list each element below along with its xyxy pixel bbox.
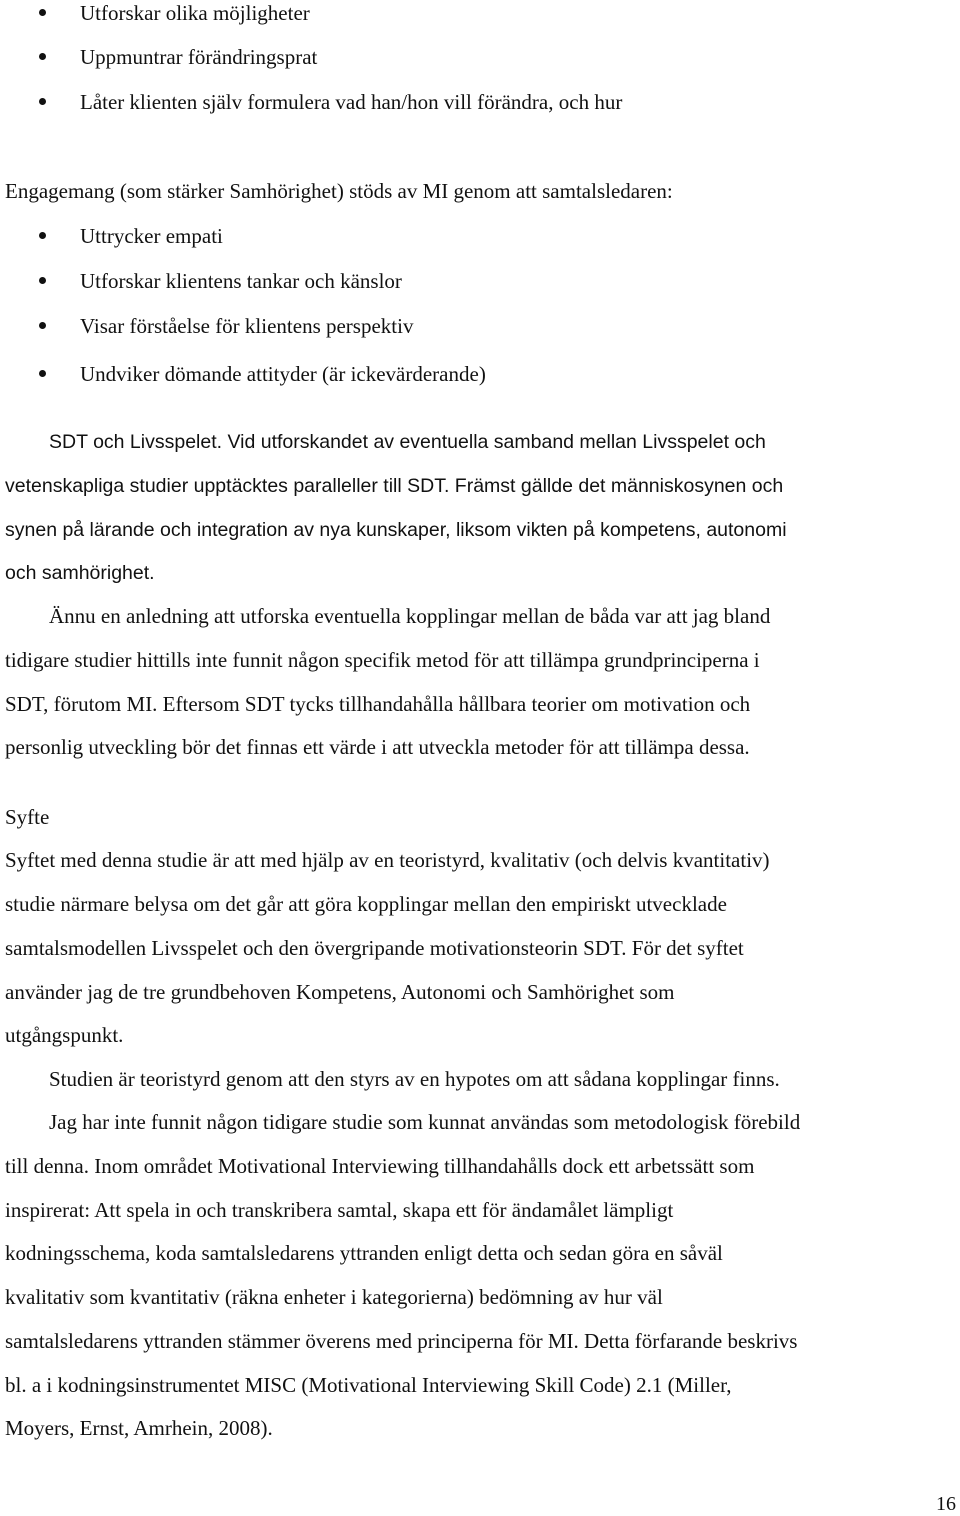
paragraph-line: samtalsledarens yttranden stämmer överens med principerna för MI. Detta förfarande beskrivs [5,1329,798,1353]
bullet-text: Undviker dömande attityder (är ickevärderande) [80,362,486,386]
paragraph-line: samtalsmodellen Livsspelet och den övergripande motivationsteorin SDT. För det syftet [5,936,744,960]
paragraph-line: kvalitativ som kvantitativ (räkna enheter i kategorierna) bedömning av hur väl [5,1285,663,1309]
paragraph-line: inspirerat: Att spela in och transkribera samtal, skapa ett för ändamålet lämpligt [5,1198,674,1222]
bullet-dot-icon [39,9,46,16]
bullet-text: Uttrycker empati [80,224,223,248]
paragraph-line: kodningsschema, koda samtalsledarens yttranden enligt detta och sedan göra en såväl [5,1241,723,1265]
paragraph-line: utgångspunkt. [5,1023,124,1047]
paragraph-line: tidigare studier hittills inte funnit någon specifik metod för att tillämpa grundprinciperna i [5,648,760,672]
paragraph-line: och samhörighet. [5,562,155,584]
engagement-intro: Engagemang (som stärker Samhörighet) stöds av MI genom att samtalsledaren: [5,179,673,203]
bullet-text: Uppmuntrar förändringsprat [80,45,318,69]
bullet-text: Låter klienten själv formulera vad han/hon vill förändra, och hur [80,90,623,114]
paragraph-line: SDT, förutom MI. Eftersom SDT tycks tillhandahålla hållbara teorier om motivation och [5,692,751,716]
paragraph-line: Moyers, Ernst, Amrhein, 2008). [5,1416,273,1440]
bullet-dot-icon [39,277,46,284]
section-heading: Syfte [5,805,50,829]
page-number: 16 [936,1493,956,1515]
bullet-dot-icon [39,322,46,329]
paragraph-line: synen på lärande och integration av nya kunskaper, liksom vikten på kompetens, autonomi [5,519,787,541]
paragraph-line: Syftet med denna studie är att med hjälp av en teoristyrd, kvalitativ (och delvis kvantitativ) [5,848,770,872]
bullet-dot-icon [39,53,46,60]
paragraph-line: till denna. Inom området Motivational Interviewing tillhandahålls dock ett arbetssätt som [5,1154,755,1178]
bullet-text: Utforskar olika möjligheter [80,1,310,25]
paragraph-line: bl. a i kodningsinstrumentet MISC (Motivational Interviewing Skill Code) 2.1 (Miller, [5,1373,732,1397]
paragraph-line: vetenskapliga studier upptäcktes paralleller till SDT. Främst gällde det människosynen och [5,475,784,497]
bullet-dot-icon [39,98,46,105]
bullet-text: Utforskar klientens tankar och känslor [80,269,402,293]
paragraph-line: Studien är teoristyrd genom att den styrs av en hypotes om att sådana kopplingar finns. [49,1067,780,1091]
paragraph-line: Ännu en anledning att utforska eventuella kopplingar mellan de båda var att jag bland [49,604,771,628]
paragraph-line: Jag har inte funnit någon tidigare studie som kunnat användas som metodologisk förebild [49,1110,801,1134]
paragraph-line: studie närmare belysa om det går att göra kopplingar mellan den empiriskt utvecklade [5,892,727,916]
bullet-dot-icon [39,370,46,377]
paragraph-line: SDT och Livsspelet. Vid utforskandet av eventuella samband mellan Livsspelet och [49,431,766,453]
bullet-text: Visar förståelse för klientens perspektiv [80,314,414,338]
paragraph-line: personlig utveckling bör det finnas ett värde i att utveckla metoder för att tillämpa dessa. [5,735,750,759]
paragraph-line: använder jag de tre grundbehoven Kompetens, Autonomi och Samhörighet som [5,980,675,1004]
bullet-dot-icon [39,232,46,239]
